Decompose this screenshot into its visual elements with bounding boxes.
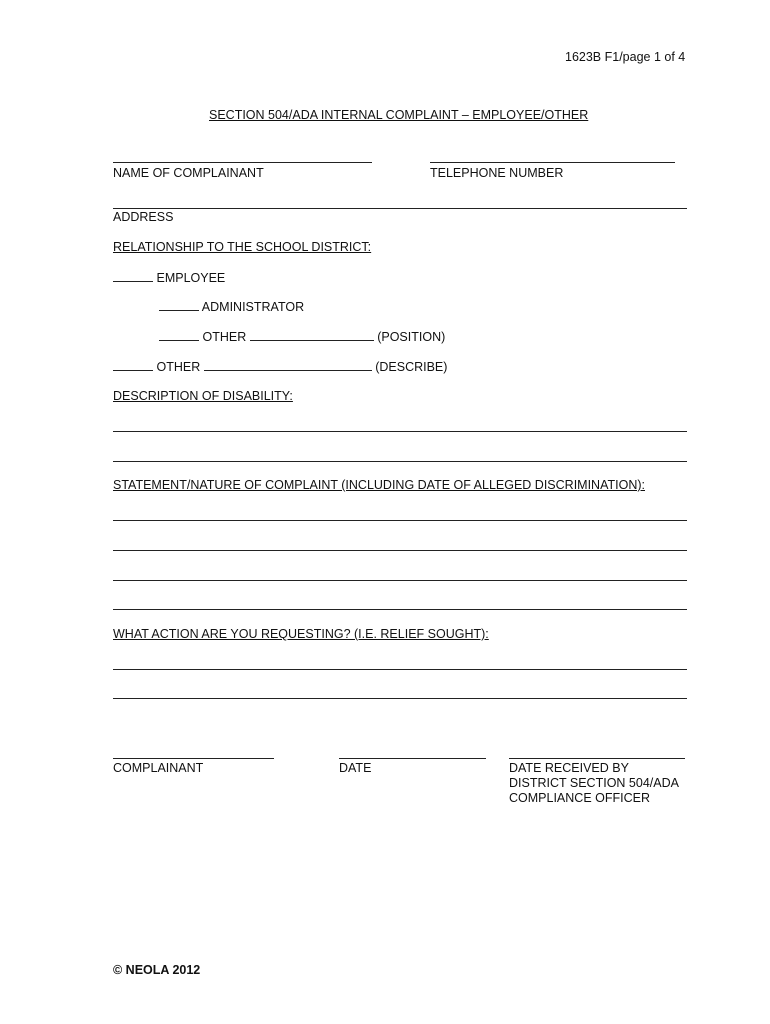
administrator-check-blank[interactable] xyxy=(159,299,199,311)
employee-option xyxy=(113,270,225,286)
other-describe-option xyxy=(113,359,447,375)
date-label: DATE xyxy=(339,761,372,775)
received-label-line-3: COMPLIANCE OFFICER xyxy=(509,791,650,805)
other-position-label: OTHER xyxy=(202,330,247,344)
received-label-line-1: DATE RECEIVED BY xyxy=(509,761,629,775)
statement-line-3[interactable] xyxy=(113,580,687,581)
disability-heading: DESCRIPTION OF DISABILITY: xyxy=(113,389,293,403)
statement-line-1[interactable] xyxy=(113,520,687,521)
address-field-line[interactable] xyxy=(113,208,687,209)
received-label xyxy=(509,761,709,806)
other-describe-label: OTHER xyxy=(156,360,201,374)
relationship-heading: RELATIONSHIP TO THE SCHOOL DISTRICT: xyxy=(113,240,372,254)
statement-line-4[interactable] xyxy=(113,609,687,610)
other-position-option xyxy=(159,329,445,345)
action-heading: WHAT ACTION ARE YOU REQUESTING? (I.E. RELIEF SOUGHT): xyxy=(113,627,489,641)
employee-check-blank[interactable] xyxy=(113,270,153,282)
address-label: ADDRESS xyxy=(113,210,174,224)
position-field-blank[interactable] xyxy=(250,329,374,341)
telephone-label: TELEPHONE NUMBER xyxy=(430,166,564,180)
complainant-signature-line[interactable] xyxy=(113,758,274,759)
other-position-check-blank[interactable] xyxy=(159,329,199,341)
describe-field-blank[interactable] xyxy=(204,359,372,371)
statement-line-2[interactable] xyxy=(113,550,687,551)
date-signature-line[interactable] xyxy=(339,758,486,759)
received-signature-line[interactable] xyxy=(509,758,685,759)
statement-heading: STATEMENT/NATURE OF COMPLAINT (INCLUDING DATE OF ALLEGED DISCRIMINATION): xyxy=(113,478,645,492)
name-field-line[interactable] xyxy=(113,162,372,163)
employee-label: EMPLOYEE xyxy=(156,271,226,285)
action-line-1[interactable] xyxy=(113,669,687,670)
form-title: SECTION 504/ADA INTERNAL COMPLAINT – EMPLOYEE/OTHER xyxy=(209,108,589,122)
action-line-2[interactable] xyxy=(113,698,687,699)
other-describe-check-blank[interactable] xyxy=(113,359,153,371)
received-label-line-2: DISTRICT SECTION 504/ADA xyxy=(509,776,679,790)
describe-suffix: (DESCRIBE) xyxy=(375,360,448,374)
page-reference: 1623B F1/page 1 of 4 xyxy=(565,50,686,64)
copyright-notice: © NEOLA 2012 xyxy=(113,963,201,977)
administrator-label: ADMINISTRATOR xyxy=(201,300,305,314)
disability-line-2[interactable] xyxy=(113,461,687,462)
complainant-label: COMPLAINANT xyxy=(113,761,204,775)
administrator-option xyxy=(159,299,304,315)
disability-line-1[interactable] xyxy=(113,431,687,432)
telephone-field-line[interactable] xyxy=(430,162,675,163)
name-label: NAME OF COMPLAINANT xyxy=(113,166,264,180)
position-suffix: (POSITION) xyxy=(377,330,446,344)
